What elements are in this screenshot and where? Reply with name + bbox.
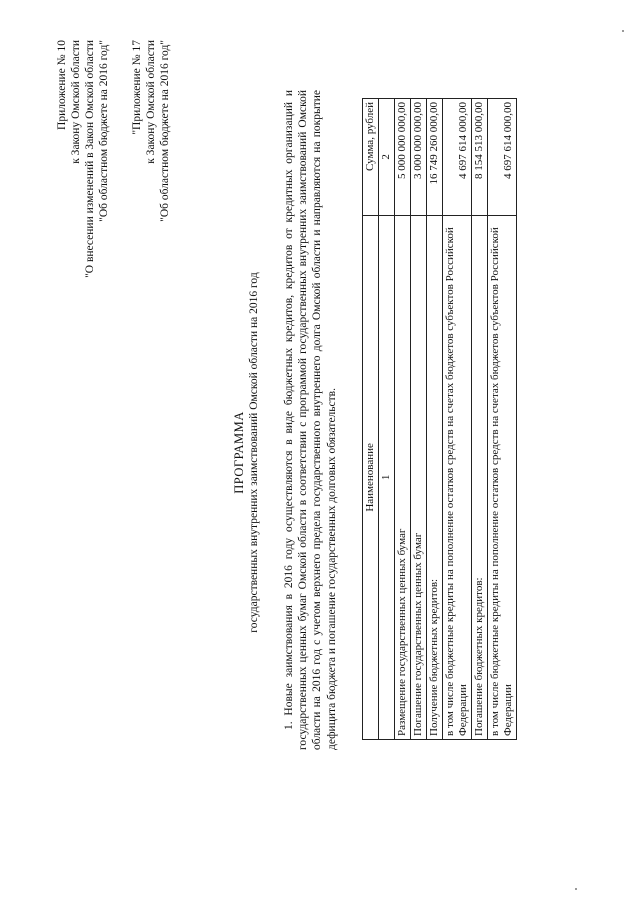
row-sum: 4 697 614 000,00	[443, 99, 472, 216]
scan-speck	[622, 30, 624, 32]
intro-paragraph: 1. Новые заимствования в 2016 году осуществляются в виде бюджетных кредитов, кредитов от кредитных организаций и государственных ценных бумаг Омской области в соответствии с программой государственных внутренних заимствований Омской области на 2016 год с учетом верхнего предела государственного внутреннего долга Омской области и направляются на покрытие дефицита бюджета и погашение государственных долговых обязательств.	[283, 90, 338, 750]
row-sum: 4 697 614 000,00	[488, 99, 517, 216]
table-row	[488, 99, 517, 740]
annex-line: к Закону Омской области	[145, 40, 157, 164]
row-sum: 16 749 260 000,00	[427, 99, 443, 216]
row-name: Погашение государственных ценных бумаг	[411, 215, 427, 739]
header-line: "О внесении изменений в Закон Омской области	[84, 40, 96, 278]
row-name: в том числе бюджетные кредиты на пополнение остатков средств на счетах бюджетов субъектов Российской Федерации	[488, 215, 517, 739]
header-line: Приложение № 10	[56, 40, 68, 130]
column-header-name: Наименование	[363, 215, 379, 739]
header-line: "Об областном бюджете на 2016 год"	[98, 40, 110, 222]
document-subtitle: государственных внутренних заимствований Омской области на 2016 год	[248, 272, 260, 633]
header-line: к Закону Омской области	[70, 40, 82, 164]
annex-line: "Приложение № 17	[131, 40, 143, 135]
annex-header	[130, 40, 172, 222]
table-row	[472, 99, 488, 740]
row-sum: 3 000 000 000,00	[411, 99, 427, 216]
document-title: ПРОГРАММА	[232, 411, 246, 494]
row-name: Погашение бюджетных кредитов:	[472, 215, 488, 739]
scan-speck	[575, 888, 577, 890]
column-number: 2	[379, 99, 395, 216]
table-row	[443, 99, 472, 740]
amendment-header	[55, 40, 111, 278]
table-header-row	[363, 99, 379, 740]
column-header-sum: Сумма, рублей	[363, 99, 379, 216]
table-row	[427, 99, 443, 740]
borrowing-table	[362, 98, 517, 740]
column-number: 1	[379, 215, 395, 739]
row-sum: 5 000 000 000,00	[395, 99, 411, 216]
row-name: Размещение государственных ценных бумаг	[395, 215, 411, 739]
annex-line: "Об областном бюджете на 2016 год"	[159, 40, 171, 222]
table-row	[395, 99, 411, 740]
row-name: в том числе бюджетные кредиты на пополнение остатков средств на счетах бюджетов субъектов Российской Федерации	[443, 215, 472, 739]
column-number-row	[379, 99, 395, 740]
table-row	[411, 99, 427, 740]
row-sum: 8 154 513 000,00	[472, 99, 488, 216]
row-name: Получение бюджетных кредитов:	[427, 215, 443, 739]
